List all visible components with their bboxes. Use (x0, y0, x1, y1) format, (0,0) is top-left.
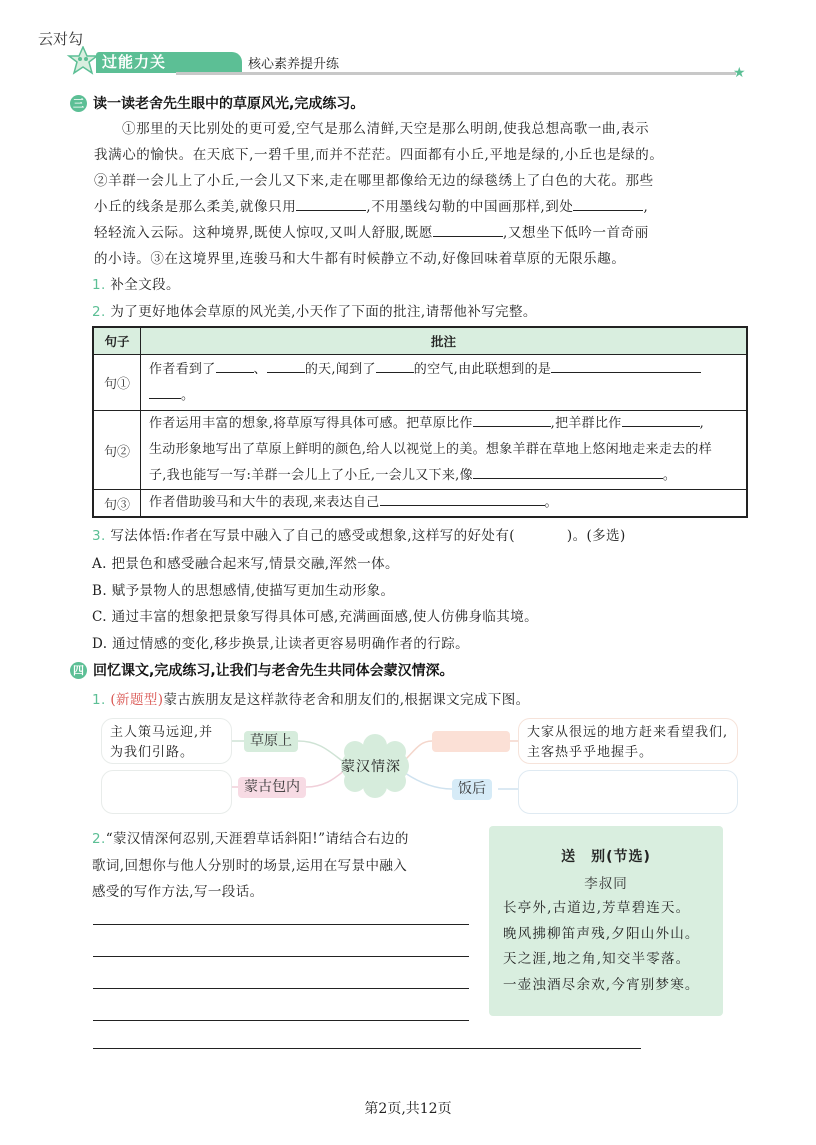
poem-line: 一壶浊酒尽余欢,今宵别梦寒。 (503, 976, 700, 993)
mindmap-content-1: 主人策马远迎,并为我们引路。 (101, 718, 232, 764)
row-key: 句① (93, 355, 141, 411)
section-4-badge: 四 (70, 662, 87, 679)
annotation-text: 作者借助骏马和大牛的表现,来表达自己 (149, 495, 380, 510)
question-number: 1. (92, 692, 106, 708)
banner-subtitle: 核心素养提升练 (248, 57, 340, 72)
question-text: 补全文段。 (110, 277, 180, 293)
mindmap-tag-2: 蒙古包内 (238, 777, 306, 798)
annotation-text: 作者看到了 (149, 361, 216, 377)
passage-text: ,又想坐下低吟一首奇丽 (502, 225, 649, 241)
passage-text: 小丘的线条是那么柔美,就像只用 (94, 199, 297, 215)
passage-text: 轻轻流入云际。这种境界,既使人惊叹,又叫人舒服,既愿 (94, 225, 433, 241)
poem-card (489, 826, 723, 1016)
mindmap-tag-4: 饭后 (452, 779, 492, 800)
question-text: )。(多选) (566, 528, 626, 544)
connector (405, 741, 432, 760)
writing-line[interactable] (93, 956, 469, 957)
annotation-text: 作者运用丰富的想象,将草原写得具体可感。把草原比作 (149, 416, 473, 431)
question-number: 1. (92, 277, 106, 293)
option-c[interactable]: C. 通过丰富的想象把景象写得具体可感,充满画面感,使人仿佛身临其境。 (92, 609, 539, 625)
question-text: 歌词,回想你与他人分别时的场景,运用在写景中融入 (92, 857, 408, 874)
question-text: 感受的写作方法,写一段话。 (92, 884, 264, 900)
question-text: “蒙汉情深何忍别,天涯碧草话斜阳!”请结合右边的 (105, 831, 409, 847)
mindmap-center-label: 蒙汉情深 (341, 759, 401, 775)
writing-line[interactable] (93, 988, 469, 989)
question-number: 3. (92, 528, 106, 544)
banner-tag: 过能力关 (96, 52, 242, 73)
connector (405, 773, 452, 789)
connector (306, 770, 345, 787)
question-text: 写法体悟:作者在写景中融入了自己的感受或想象,这样写的好处有( (110, 528, 515, 544)
question-number: 2. (92, 304, 106, 320)
row-key: 句③ (93, 490, 141, 518)
connector (298, 741, 345, 763)
row-key: 句② (93, 411, 141, 490)
mindmap-content-3: 大家从很远的地方赶来看望我们,主客热乎乎地握手。 (518, 718, 738, 764)
passage-text: ,不用墨线勾勒的中国画那样,到处 (366, 199, 574, 215)
annotation-text: ,把羊群比作 (550, 416, 622, 431)
annotation-text: 。 (662, 468, 677, 483)
question-text: 为了更好地体会草原的风光美,小天作了下面的批注,请帮他补写完整。 (110, 304, 537, 320)
mindmap-tag-1: 草原上 (244, 731, 298, 752)
annotation-text: 、 (253, 361, 267, 377)
writing-line[interactable] (93, 924, 469, 925)
annotation-text: 生动形象地写出了草原上鲜明的颜色,给人以视觉上的美。想象羊群在草地上悠闲地走来走去的样 (149, 442, 713, 457)
mindmap-answer-box-2[interactable] (101, 770, 232, 814)
section-3-title: 读一读老舍先生眼中的草原风光,完成练习。 (93, 96, 365, 112)
mindmap-answer-box-4[interactable] (518, 770, 738, 814)
annotation-text: 。 (544, 495, 558, 510)
option-d[interactable]: D. 通过情感的变化,移步换景,让读者更容易明确作者的行踪。 (92, 635, 470, 652)
option-b[interactable]: B. 赋予景物人的思想感情,使描写更加生动形象。 (92, 582, 395, 599)
poem-title: 送 别(节选) (561, 849, 651, 865)
question-4-2 (92, 826, 409, 906)
annotation-text: 的天,闻到了 (304, 361, 376, 377)
section-4-title: 回忆课文,完成练习,让我们与老舍先生共同体会蒙汉情深。 (93, 663, 454, 679)
passage-line: ②羊群一会儿上了小丘,一会儿又下来,走在哪里都像给无边的绿毯绣上了白色的大花。那些 (94, 173, 654, 189)
annotation-text: , (699, 416, 705, 431)
page-number: 第2页,共12页 (364, 1101, 452, 1117)
poem-line: 天之涯,地之角,知交半零落。 (503, 951, 691, 967)
question-text: 蒙古族朋友是这样款待老舍和朋友们的,根据课文完成下图。 (163, 692, 530, 708)
new-type-tag: (新题型) (110, 692, 164, 708)
section-3-badge: 三 (70, 95, 87, 112)
passage-text: , (643, 199, 649, 215)
writing-line[interactable] (93, 1020, 469, 1021)
passage-line: 我满心的愉快。在天底下,一碧千里,而并不茫茫。四面都有小丘,平地是绿的,小丘也是绿的。 (94, 147, 664, 163)
table-header: 批注 (141, 327, 748, 355)
passage-line: ①那里的天比别处的更可爱,空气是那么清鲜,天空是那么明朗,使我总想高歌一曲,表示 (122, 121, 650, 137)
question-number: 2. (92, 831, 106, 847)
annotation-text: 的空气,由此联想到的是 (413, 361, 552, 377)
poem-author: 李叔同 (584, 876, 628, 892)
option-a[interactable]: A. 把景色和感受融合起来写,情景交融,浑然一体。 (92, 556, 399, 572)
writing-line[interactable] (93, 1048, 641, 1049)
passage-line: 的小诗。③在这境界里,连骏马和大牛都有时候静立不动,好像回味着草原的无限乐趣。 (94, 251, 626, 267)
annotation-text: 。 (181, 387, 195, 403)
table-header: 句子 (93, 327, 141, 355)
poem-line: 长亭外,古道边,芳草碧连天。 (503, 900, 691, 916)
mindmap-answer-tag-3[interactable] (432, 731, 510, 752)
star-icon: ★ (733, 65, 746, 81)
poem-line: 晚风拂柳笛声残,夕阳山外山。 (503, 925, 700, 942)
watermark: 云对勾 (38, 30, 84, 48)
annotation-text: 子,我也能写一写:羊群一会儿上了小丘,一会儿又下来,像 (149, 468, 473, 483)
